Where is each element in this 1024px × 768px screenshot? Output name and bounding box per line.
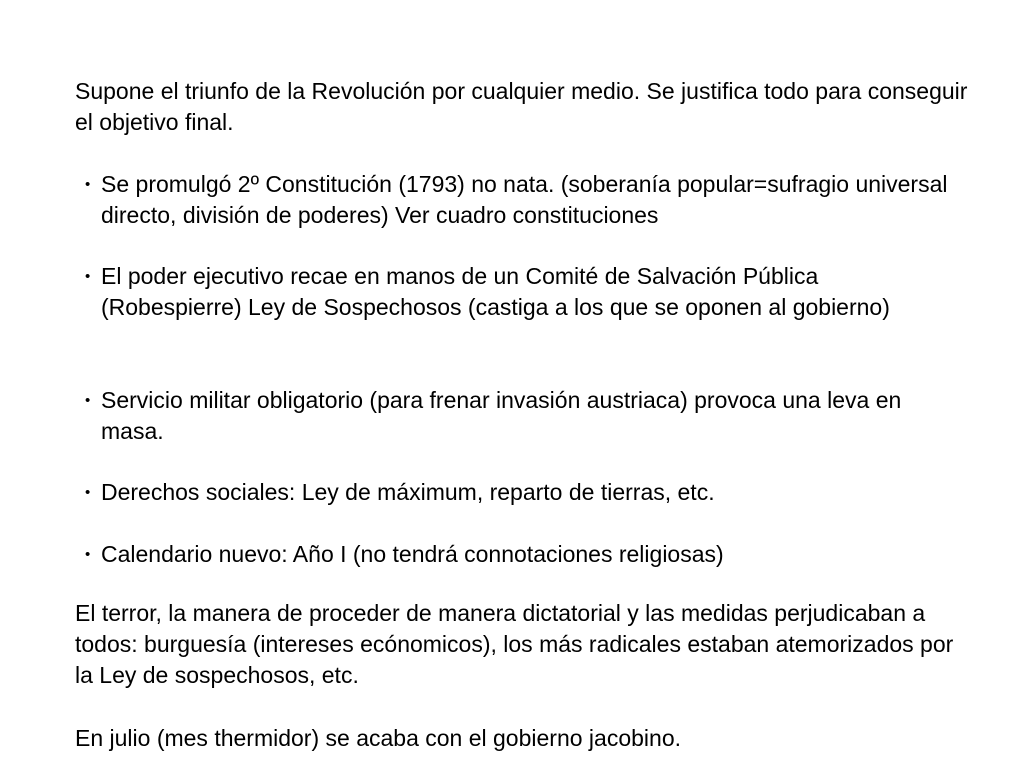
intro-paragraph: Supone el triunfo de la Revolución por cualquier medio. Se justifica todo para conseguir el objetivo final. xyxy=(75,78,968,135)
terror-paragraph: El terror, la manera de proceder de manera dictatorial y las medidas perjudicaban a todos: burguesía (intereses ecónomicos), los más radicales estaban atemorizados por la Ley de sospechosos, etc. xyxy=(75,600,954,688)
bullet-marker: • xyxy=(85,392,91,409)
bullet-text: Servicio militar obligatorio (para frenar invasión austriaca) provoca una leva en masa. xyxy=(101,387,902,444)
bullet-marker: • xyxy=(85,268,91,285)
bullet-marker: • xyxy=(85,546,91,563)
bullet-marker: • xyxy=(85,176,91,193)
julio-paragraph: En julio (mes thermidor) se acaba con el gobierno jacobino. xyxy=(75,725,681,751)
bullet-text: El poder ejecutivo recae en manos de un Comité de Salvación Pública (Robespierre) Ley de Sospechosos (castiga a los que se oponen al gobierno) xyxy=(101,263,890,320)
bullet-marker: • xyxy=(85,484,91,501)
bullet-text: Se promulgó 2º Constitución (1793) no nata. (soberanía popular=sufragio universal directo, división de poderes) Ver cuadro constituciones xyxy=(101,171,948,228)
bullet-text: Calendario nuevo: Año I (no tendrá connotaciones religiosas) xyxy=(101,541,724,567)
bullet-text: Derechos sociales: Ley de máximum, reparto de tierras, etc. xyxy=(101,479,715,505)
